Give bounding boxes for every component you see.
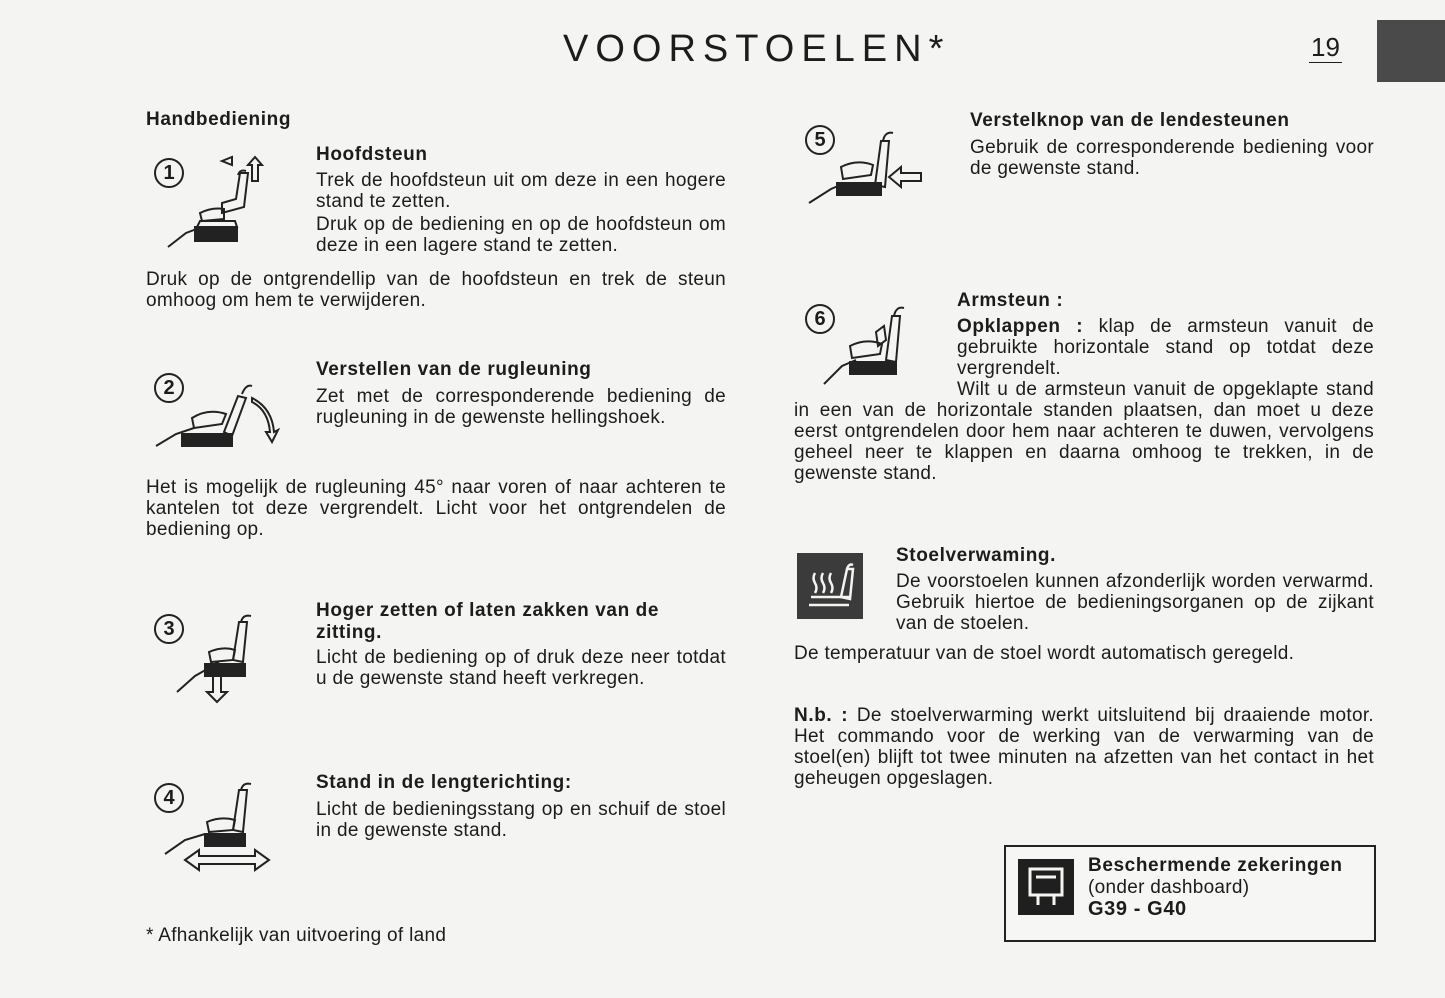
page-title: VOORSTOELEN* — [563, 28, 951, 70]
fuse-box-icon — [1018, 859, 1074, 915]
badge-4: 4 — [154, 783, 184, 813]
badge-1: 1 — [154, 158, 184, 188]
seat-height-icon — [175, 608, 270, 706]
seat-slide-icon — [163, 778, 273, 872]
badge-3: 3 — [154, 614, 184, 644]
seat-armrest-icon — [820, 302, 916, 390]
nb-label: N.b. : — [794, 705, 849, 726]
chapter-tab-marker — [1377, 20, 1445, 82]
heating-note — [794, 705, 1374, 789]
fuse-info-box — [1004, 845, 1376, 942]
item6-text2: Wilt u de armsteun vanuit de opgeklapte stand in een van de horizontale standen plaatsen, dan moet u deze eerst ontgrendelen door hem naar achteren te duwen, vervolgens geheel neer te klappen en daarna omhoog te trekken, in de gewenste stand. — [794, 379, 1374, 484]
badge-2: 2 — [154, 373, 184, 403]
page-number: 19 — [1311, 32, 1340, 62]
badge-5: 5 — [805, 125, 835, 155]
seat-headrest-icon — [160, 155, 275, 250]
fuse-subtitle: (onder dashboard) — [1088, 877, 1250, 898]
item4-text: Licht de bedieningsstang op en schuif de stoel in de gewenste stand. — [316, 799, 726, 841]
heating-text: De voorstoelen kunnen afzonderlijk worden verwarmd. Gebruik hiertoe de bedieningsorganen op de zijkant van de stoelen. — [896, 571, 1374, 634]
item1-title: Hoofdsteun — [316, 144, 428, 165]
seat-backrest-icon — [152, 376, 282, 454]
seat-heating-icon — [797, 553, 863, 619]
nb-text: De stoelverwarming werkt uitsluitend bij draaiende motor. Het commando voor de werking van de verwarming van de stoel(en) blijft tot twee minuten na afzetten van het contact in het geheugen opgeslagen. — [794, 705, 1374, 789]
item5-text: Gebruik de corresponderende bediening voor de gewenste stand. — [970, 137, 1374, 179]
item2-title: Verstellen van de rugleuning — [316, 359, 592, 380]
item6-label: Opklappen : — [957, 316, 1084, 337]
item1-text2: Druk op de bediening en op de hoofdsteun om deze in een lagere stand te zetten. — [316, 214, 726, 256]
item6-paragraph — [957, 316, 1374, 379]
heating-title: Stoelverwaming. — [896, 545, 1056, 566]
footnote: * Afhankelijk van uitvoering of land — [146, 925, 447, 946]
section-title: Handbediening — [146, 109, 292, 130]
item5-title: Verstelknop van de lendesteunen — [970, 110, 1290, 131]
item6-text: klap de armsteun vanuit de gebruikte horizontale stand op totdat deze vergrendelt. — [957, 316, 1374, 379]
para-headrest-removal: Druk op de ontgrendellip van de hoofdsteun en trek de steun omhoog om hem te verwijderen. — [146, 269, 726, 311]
fuse-codes: G39 - G40 — [1088, 898, 1187, 920]
seat-lumbar-icon — [805, 125, 927, 209]
para-backrest-tilt: Het is mogelijk de rugleuning 45° naar voren of naar achteren te kantelen tot deze vergrendelt. Licht voor het ontgrendelen de bediening op. — [146, 477, 726, 540]
fuse-title: Beschermende zekeringen — [1088, 855, 1343, 876]
item3-title: Hoger zetten of laten zakken van de zitting. — [316, 600, 660, 643]
item4-title: Stand in de lengterichting: — [316, 772, 572, 793]
item6-title: Armsteun : — [957, 290, 1064, 311]
item1-text1: Trek de hoofdsteun uit om deze in een hogere stand te zetten. — [316, 170, 726, 212]
item3-text: Licht de bediening op of druk deze neer totdat u de gewenste stand heeft verkregen. — [316, 647, 726, 689]
heating-temperature-para: De temperatuur van de stoel wordt automatisch geregeld. — [794, 643, 1295, 664]
item2-text: Zet met de corresponderende bediening de rugleuning in de gewenste hellingshoek. — [316, 386, 726, 428]
badge-6: 6 — [805, 304, 835, 334]
